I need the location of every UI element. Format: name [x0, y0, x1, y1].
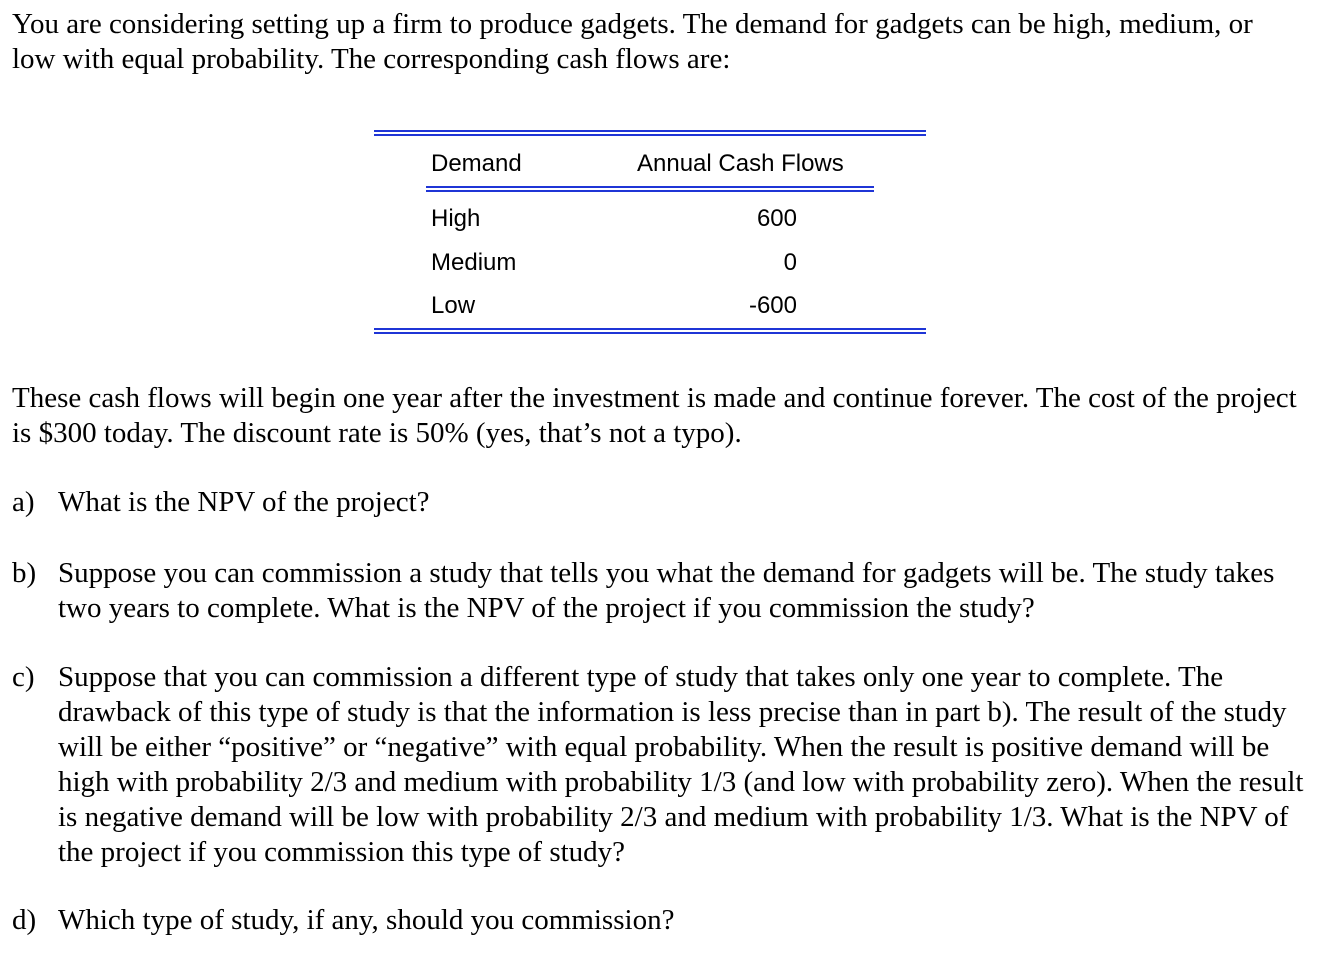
table-top-rule	[374, 130, 926, 136]
question-c	[12, 660, 1308, 870]
question-b	[12, 556, 1308, 626]
question-b-label: b)	[12, 557, 37, 589]
row-demand-low: Low	[431, 292, 476, 319]
question-d-label: d)	[12, 904, 37, 936]
question-d-text: Which type of study, if any, should you commission?	[58, 904, 675, 936]
question-d	[12, 903, 1308, 938]
question-a-text: What is the NPV of the project?	[58, 486, 430, 518]
question-c-label: c)	[12, 661, 35, 693]
question-c-text: Suppose that you can commission a different type of study that takes only one year to complete. The drawback of this type of study is that the information is less precise than in part b). The result of the study will be either “positive” or “negative” with equal probability. When the result is positive demand will be high with probability 2/3 and medium with probability 1/3 (and low with probability zero). When the result is negative demand will be low with probability 2/3 and medium with probability 1/3. What is the NPV of the project if you commission this type of study?	[58, 661, 1304, 868]
header-annual-cash-flows: Annual Cash Flows	[637, 150, 844, 177]
question-b-text: Suppose you can commission a study that tells you what the demand for gadgets will be. The study takes two years to complete. What is the NPV of the project if you commission the study?	[58, 557, 1275, 624]
question-a-label: a)	[12, 486, 35, 518]
row-cash-flow-medium: 0	[783, 249, 797, 276]
question-a	[12, 485, 1308, 520]
table-bottom-rule	[374, 328, 926, 334]
header-demand: Demand	[431, 150, 522, 177]
intro-paragraph: You are considering setting up a firm to produce gadgets. The demand for gadgets can be high, medium, or low with equal probability. The corresponding cash flows are:	[12, 8, 1253, 75]
row-cash-flow-low: -600	[748, 292, 797, 319]
row-demand-medium: Medium	[431, 249, 517, 276]
cash-flow-note: These cash flows will begin one year after the investment is made and continue forever. The cost of the project is $300 today. The discount rate is 50% (yes, that’s not a typo).	[12, 382, 1297, 449]
row-cash-flow-high: 600	[756, 205, 797, 232]
row-demand-high: High	[431, 205, 481, 232]
header-rule	[426, 186, 874, 192]
